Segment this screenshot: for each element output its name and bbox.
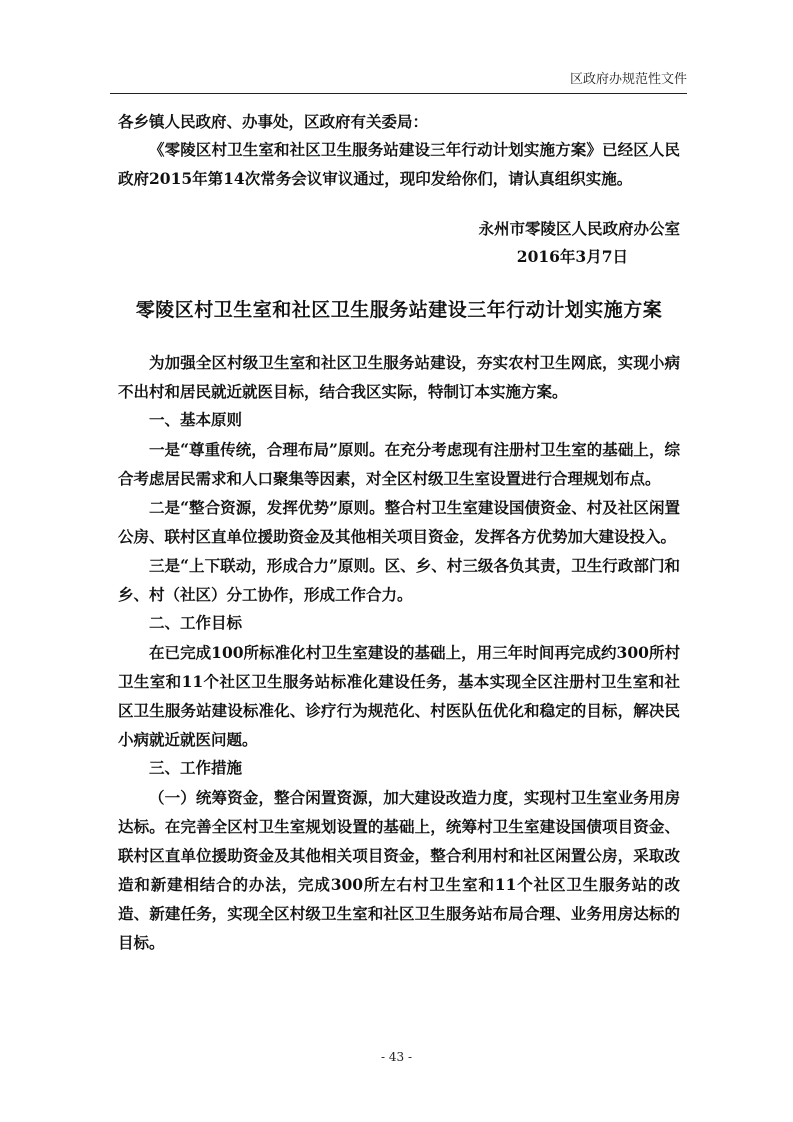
page-number: - 43 -: [380, 1050, 412, 1064]
intro-paragraph: 《零陵区村卫生室和社区卫生服务站建设三年行动计划实施方案》已经区人民政府2015年第14次常务会议审议通过，现印发给你们，请认真组织实施。: [118, 140, 680, 188]
running-header: [110, 71, 687, 94]
paragraph-1: 为加强全区村级卫生室和社区卫生服务站建设，夯实农村卫生网底，实现小病不出村和居民就近就医目标，结合我区实际，特制订本实施方案。: [118, 353, 680, 401]
paragraph-4: 三是“上下联动，形成合力”原则。区、乡、村三级各负其责，卫生行政部门和乡、村（社区）分工协作，形成工作合力。: [118, 556, 680, 604]
paragraph-3: 二是“整合资源，发挥优势”原则。整合村卫生室建设国债资金、村及社区闲置公房、联村区直单位援助资金及其他相关项目资金，发挥各方优势加大建设投入。: [118, 498, 680, 546]
paragraph-2: 一是“尊重传统，合理布局”原则。在充分考虑现有注册村卫生室的基础上，综合考虑居民需求和人口聚集等因素，对全区村级卫生室设置进行合理规划布点。: [118, 440, 680, 488]
document-title: 零陵区村卫生室和社区卫生服务站建设三年行动计划实施方案: [135, 299, 663, 321]
section-heading-3: 三、工作措施: [149, 759, 243, 777]
paragraph-6: （一）统筹资金，整合闲置资源，加大建设改造力度，实现村卫生室业务用房达标。在完善全区村卫生室规划设置的基础上，统筹村卫生室建设国债项目资金、联村区直单位援助资金及其他相关项目资金，整合利用村和社区闲置公房，采取改造和新建相结合的办法，完成300所左右村卫生室和11个社区卫生服务站的改造、新建任务，实现全区村级卫生室和社区卫生服务站布局合理、业务用房达标的目标。: [118, 788, 680, 952]
section-heading-2: 二、工作目标: [149, 614, 243, 632]
header-label: 区政府办规范性文件: [569, 72, 687, 87]
section-heading-1: 一、基本原则: [149, 411, 243, 429]
signature-date: 2016年3月7日: [516, 247, 628, 266]
addressee: 各乡镇人民政府、办事处，区政府有关委局：: [118, 112, 429, 131]
signature-org: 永州市零陵区人民政府办公室: [478, 219, 680, 238]
paragraph-5: 在已完成100所标准化村卫生室建设的基础上，用三年时间再完成约300所村卫生室和11个社区卫生服务站标准化建设任务，基本实现全区注册村卫生室和社区卫生服务站建设标准化、诊疗行为规范化、村医队伍优化和稳定的目标，解决民小病就近就医问题。: [118, 643, 680, 749]
document-body: [118, 108, 680, 957]
